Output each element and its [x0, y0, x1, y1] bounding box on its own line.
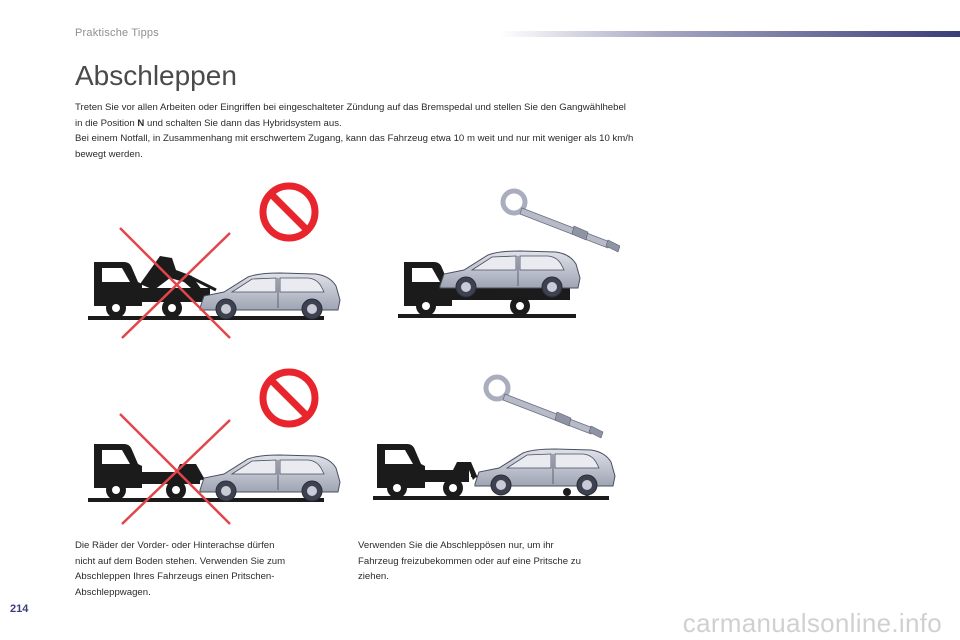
- intro-paragraph-1: Treten Sie vor allen Arbeiten oder Eingriffen bei eingeschalteter Zündung auf das Bremspedal und stellen Sie den Gangwählhebel in die Position N und schalten Sie dann das Hybridsystem aus.: [75, 102, 626, 129]
- car-being-towed: [200, 273, 340, 319]
- watermark: carmanualsonline.info: [682, 608, 942, 638]
- tow-eye-icon: [503, 191, 620, 252]
- page-title: Abschleppen: [75, 60, 237, 91]
- ground-line: [88, 316, 324, 320]
- caption-left: Die Räder der Vorder- oder Hinterachse dürfen nicht auf dem Boden stehen. Verwenden Sie zum Abschleppen Ihres Fahrzeugs einen Pritschen- Abschleppwagen.: [75, 540, 286, 598]
- page-number: 214: [10, 603, 29, 615]
- illustration-wrong-tow-lift: [80, 178, 350, 343]
- car-on-dolly: [475, 449, 615, 495]
- section-header: Praktische Tipps: [75, 27, 159, 39]
- caption-right: Verwenden Sie die Abschleppösen nur, um ihr Fahrzeug freizubekommen oder auf eine Pritsche zu ziehen.: [358, 540, 581, 582]
- intro-text: [75, 100, 635, 162]
- gear-position-n: N: [137, 117, 145, 129]
- prohibited-icon: [263, 372, 315, 424]
- ground-line: [373, 496, 609, 500]
- illustration-correct-dolly: [365, 370, 620, 510]
- illustration-correct-flatbed: [390, 180, 620, 325]
- illustration-wrong-tow-drag: [80, 368, 350, 528]
- car-being-dragged: [200, 455, 340, 501]
- header-rule: [500, 31, 960, 37]
- intro-paragraph-2: Bei einem Notfall, in Zusammenhang mit erschwertem Zugang, kann das Fahrzeug etwa 10 m weit und nur mit weniger als 10 km/h bewegt werden.: [75, 133, 634, 160]
- prohibited-icon: [263, 186, 315, 238]
- tow-truck: [94, 444, 212, 500]
- tow-eye-icon: [486, 377, 603, 438]
